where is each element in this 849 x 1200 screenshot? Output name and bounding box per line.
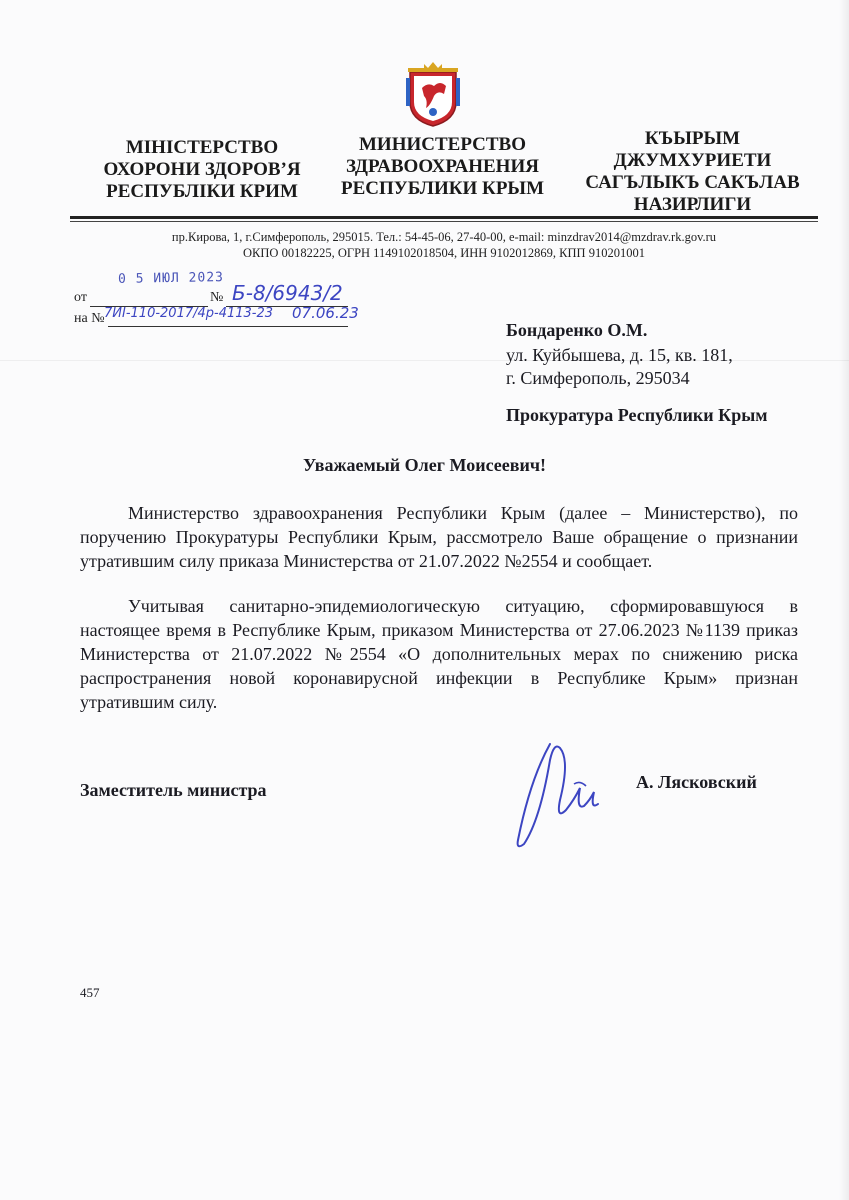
body-paragraph-2 bbox=[80, 594, 798, 714]
header-crimean-tatar-line: САГЪЛЫКЪ САКЪЛАВ bbox=[585, 172, 800, 193]
header-ukrainian-line: ОХОРОНИ ЗДОРОВ’Я bbox=[103, 159, 301, 180]
from-label: от bbox=[74, 290, 87, 305]
handwritten-signature bbox=[510, 740, 606, 852]
outgoing-number-handwritten: Б-8/6943/2 bbox=[232, 281, 343, 305]
number-label: № bbox=[210, 290, 224, 305]
executor-name: 457 bbox=[80, 985, 100, 1000]
header-crimean-tatar-line: ДЖУМХУРИЕТИ bbox=[613, 150, 772, 171]
header-ukrainian-line: МІНІСТЕРСТВО bbox=[125, 137, 279, 158]
paper-fold bbox=[0, 360, 849, 361]
header-russian-line: ЗДРАВООХРАНЕНИЯ bbox=[346, 156, 539, 177]
signatory-title: Заместитель министра bbox=[80, 780, 267, 800]
crimea-coat-of-arms-emblem bbox=[404, 62, 462, 128]
header-crimean-tatar bbox=[570, 128, 815, 216]
header-divider-thick bbox=[70, 216, 818, 219]
header-divider-thin bbox=[70, 221, 818, 222]
addressee-street: ул. Куйбышева, д. 15, кв. 181, bbox=[506, 345, 733, 365]
copy-recipient: Прокуратура Республики Крым bbox=[506, 405, 768, 425]
incoming-number-handwritten: 7ИI-110-2017/4р-4113-23 bbox=[104, 306, 274, 321]
body-paragraph-1-text: Министерство здравоохранения Республики Крым (далее – Министерство), по поручению Прокуратуры Республики Крым, рассмотрело Ваше обращение о признании утратившим силу приказа Министерства от 21.07.2022 №2554 и сообщает. bbox=[80, 503, 798, 571]
paper-edge-shadow bbox=[839, 0, 849, 1200]
signatory-name: А. Лясковский bbox=[636, 772, 757, 792]
registry-codes-line: ОКПО 00182225, ОГРН 1149102018504, ИНН 9102012869, КПП 910201001 bbox=[243, 246, 645, 260]
header-ukrainian-line: РЕСПУБЛІКИ КРИМ bbox=[106, 181, 298, 202]
header-russian bbox=[330, 134, 555, 200]
header-russian-line: МИНИСТЕРСТВО bbox=[358, 134, 527, 155]
ministry-contacts bbox=[70, 229, 818, 261]
incoming-number-line bbox=[108, 326, 348, 327]
salutation: Уважаемый Олег Моисеевич! bbox=[303, 455, 546, 475]
address-line: пр.Кирова, 1, г.Симферополь, 295015. Тел.: 54-45-06, 27-40-00, e-mail: minzdrav2014@mzdrav.rk.gov.ru bbox=[171, 230, 717, 244]
addressee-city: г. Симферополь, 295034 bbox=[506, 368, 690, 388]
header-crimean-tatar-line: НАЗИРЛИГИ bbox=[633, 194, 752, 215]
body-paragraph-2-text: Учитывая санитарно-эпидемиологическую ситуацию, сформировавшуюся в настоящее время в Республике Крым, приказом Министерства от 27.06.2023 №1139 приказ Министерства от 21.07.2022 №2554 «О дополнительных мерах по снижению риска распространения новой коронавирусной инфекции в Республике Крым» признан утратившим силу. bbox=[80, 596, 798, 712]
incoming-date-handwritten: 07.06.23 bbox=[292, 304, 359, 322]
header-crimean-tatar-line: КЪЫРЫМ bbox=[644, 128, 741, 149]
body-paragraph-1 bbox=[80, 501, 798, 573]
addressee-name: Бондаренко О.М. bbox=[506, 320, 648, 340]
header-russian-line: РЕСПУБЛИКИ КРЫМ bbox=[340, 178, 545, 199]
header-ukrainian bbox=[92, 137, 312, 203]
on-number-label: на № bbox=[74, 311, 105, 326]
date-stamp: 0 5 ИЮЛ 2023 bbox=[117, 270, 225, 287]
